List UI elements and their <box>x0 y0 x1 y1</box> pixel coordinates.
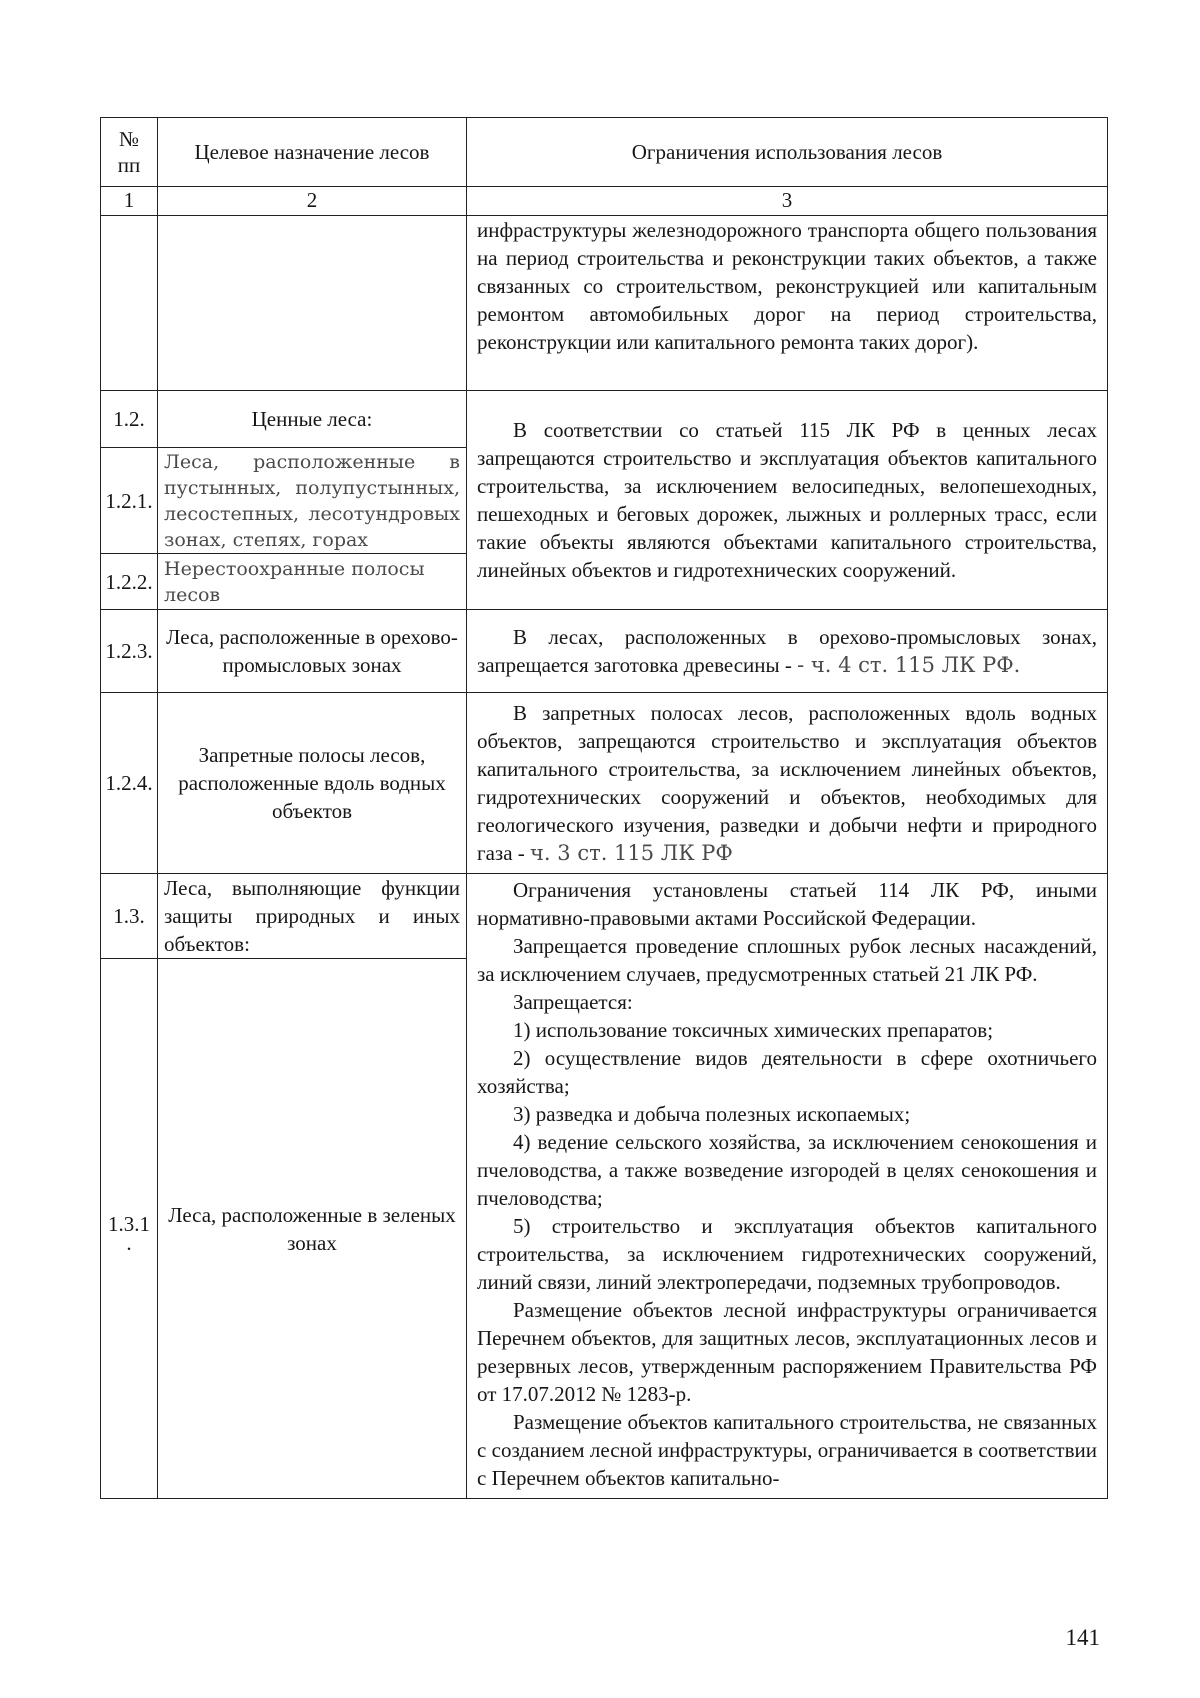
row-name-1-2: Ценные леса: <box>158 391 467 448</box>
header-restrictions-cell: Ограничения использования лесов <box>467 118 1108 187</box>
law-reference-1-2-3: - ч. 4 ст. 115 ЛК РФ. <box>797 653 1021 677</box>
restriction-paragraph-1-3-1: Запрещается проведение сплошных рубок лесных насаждений, за исключением случаев, предусмотренных статьей 21 ЛК РФ. <box>477 934 1097 986</box>
restriction-paragraph-1-2-3 <box>477 623 1097 679</box>
row-number-1-3-1-dot: . <box>126 1230 132 1255</box>
restriction-paragraph-1-3-0: Ограничения установлены статьей 114 ЛК РФ, иными нормативно-правовыми актами Российской Федерации. <box>477 878 1097 930</box>
row-name-1-3-1: Леса, расположенные в зеленых зонах <box>158 959 467 1499</box>
row-number-1-2-2: 1.2.2. <box>101 554 158 610</box>
row-number-1-3: 1.3. <box>101 874 158 959</box>
row-number-1-2-3: 1.2.3. <box>101 610 158 693</box>
restriction-paragraph-1-3-5: 3) разведка и добыча полезных ископаемых; <box>513 1102 911 1126</box>
table-row-1-3 <box>101 874 1108 959</box>
restriction-text-1-2 <box>467 391 1108 610</box>
restriction-text-1-3 <box>467 874 1108 1499</box>
row-number-1-2: 1.2. <box>101 391 158 448</box>
restriction-body-1-2-4: В запретных полосах лесов, расположенных вдоль водных объектов, запрещаются строительство и эксплуатация объектов капитального строительства, за исключением линейных объектов, гидротехнических сооружений и объектов, необходимых для геологического изучения, разведки и добычи нефти и природного газа - <box>477 701 1097 865</box>
restriction-paragraph-1-2-4 <box>477 699 1097 867</box>
law-reference-1-2-4: ч. 3 ст. 115 ЛК РФ <box>530 841 733 865</box>
restriction-paragraph-1-3-8: Размещение объектов лесной инфраструктуры ограничивается Перечнем объектов, для защитных лесов, эксплуатационных лесов и резервных лесов, утвержденным распоряжением Правительства РФ от 17.07.2012 № 1283-р. <box>477 1298 1097 1406</box>
row-number-1-2-4: 1.2.4. <box>101 693 158 874</box>
restriction-paragraph-1-3-2: Запрещается: <box>513 990 633 1014</box>
row-number-1-3-1-text: 1.3.1 <box>108 1211 150 1236</box>
row-name-1-2-4: Запретные полосы лесов, расположенные вдоль водных объектов <box>158 693 467 874</box>
row-number-1-2-1: 1.2.1. <box>101 448 158 554</box>
column-index-row <box>101 187 1108 216</box>
row-name-1-2-1: Леса, расположенные в пустынных, полупустынных, лесостепных, лесотундровых зонах, степях, горах <box>158 448 467 554</box>
restriction-text-1-2-4 <box>467 693 1108 874</box>
restriction-paragraph-1-3-4: 2) осуществление видов деятельности в сфере охотничьего хозяйства; <box>477 1046 1097 1098</box>
row-name-1-3: Леса, выполняющие функции защиты природных и иных объектов: <box>158 874 467 959</box>
header-number-sign: № <box>118 127 140 151</box>
table-row-1-2 <box>101 391 1108 448</box>
table-row-1-2-3 <box>101 610 1108 693</box>
restriction-paragraph-1-2: В соответствии со статьей 115 ЛК РФ в ценных лесах запрещаются строительство и эксплуатация объектов капитального строительства, за исключением велосипедных, велопешеходных, пешеходных и беговых дорожек, лыжных и роллерных трасс, если такие объекты являются объектами капитального строительства, линейных объектов и гидротехнических сооружений. <box>477 418 1097 582</box>
restriction-paragraph-1-3-6: 4) ведение сельского хозяйства, за исключением сенокошения и пчеловодства, а также возведение изгородей в целях сенокошения и пчеловодства; <box>477 1130 1097 1210</box>
header-number-cell <box>101 118 158 187</box>
header-purpose-cell: Целевое назначение лесов <box>158 118 467 187</box>
page-number: 141 <box>1065 1625 1100 1650</box>
restriction-paragraph-1-3-3: 1) использование токсичных химических препаратов; <box>513 1018 994 1042</box>
header-number-abbrev: пп <box>117 153 141 177</box>
column-index-3: 3 <box>467 187 1108 216</box>
restriction-text-1-2-3 <box>467 610 1108 693</box>
table-row-continuation <box>101 216 1108 391</box>
column-index-1: 1 <box>101 187 158 216</box>
forest-restrictions-table <box>100 117 1108 1499</box>
empty-number-cell <box>101 216 158 391</box>
row-name-1-2-2: Нерестоохранные полосы лесов <box>158 554 467 610</box>
continuation-text: инфраструктуры железнодорожного транспорта общего пользования на период строительства и реконструкции таких объектов, а также связанных со строительством, реконструкцией или капитальным ремонтом автомобильных дорог на период строительства, реконструкции или капитального ремонта таких дорог). <box>477 218 1097 354</box>
restriction-paragraph-1-3-9: Размещение объектов капитального строительства, не связанных с созданием лесной инфраструктуры, ограничивается в соответствии с Перечнем объектов капитально- <box>477 1410 1097 1490</box>
column-index-2: 2 <box>158 187 467 216</box>
restriction-body-1-2-3: В лесах, расположенных в орехово-промысловых зонах, запрещается заготовка древесины - <box>477 625 1097 677</box>
continuation-text-cell <box>467 216 1108 391</box>
table-header-row <box>101 118 1108 187</box>
restriction-paragraph-1-3-7: 5) строительство и эксплуатация объектов капитального строительства, за исключением гидротехнических сооружений, линий связи, линий электропередачи, подземных трубопроводов. <box>477 1214 1097 1294</box>
row-name-1-2-3: Леса, расположенные в орехово-промысловых зонах <box>158 610 467 693</box>
empty-name-cell <box>158 216 467 391</box>
table-row-1-2-4 <box>101 693 1108 874</box>
row-number-1-3-1 <box>101 959 158 1499</box>
